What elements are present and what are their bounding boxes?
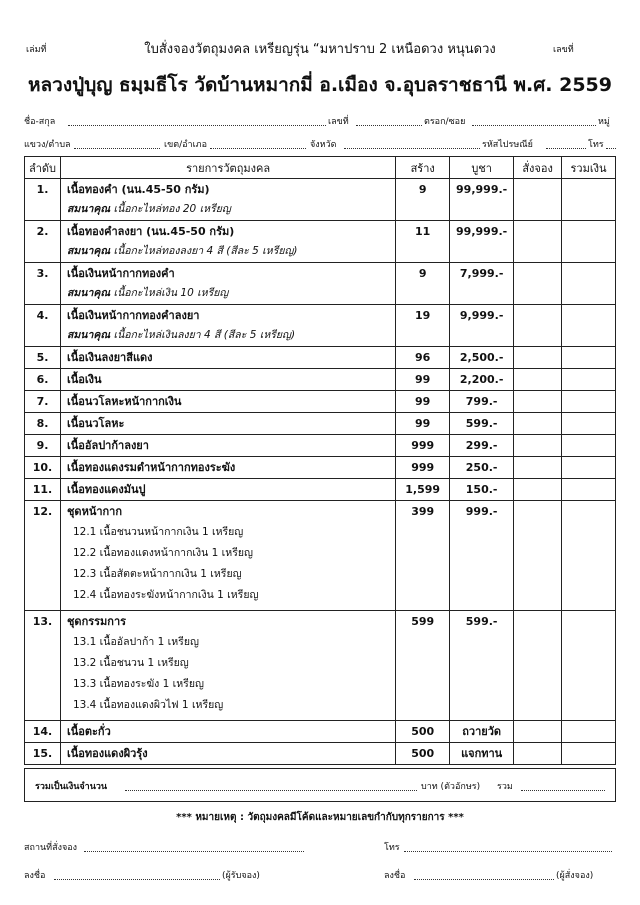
note-label: สมนาคุณ [66,203,111,215]
table-row [25,743,616,765]
form-subtitle: หลวงปู่บุญ ธมฺมธีโร วัดบ้านหมากมี่ อ.เมือง จ.อุบลราชธานี พ.ศ. 2559 [28,74,612,96]
item-note: เนื้อกะไหล่เงินลงยา 4 สี (สีละ 5 เหรียญ) [110,329,296,341]
province-field[interactable] [344,137,480,149]
item-price: 799.- [465,395,498,408]
order-table [24,156,616,765]
item-note: เนื้อกะไหล่ทองลงยา 4 สี (สีละ 5 เหรียญ) [110,245,298,257]
name-field[interactable] [68,114,326,126]
table-header-row [25,157,616,179]
baht-text-label: บาท (ตัวอักษร) [421,782,481,792]
grand-total-box [24,768,616,802]
item-number: 11. [32,483,53,496]
total-cell[interactable] [562,457,616,479]
item-quantity: 999 [411,461,435,474]
order-cell[interactable] [514,179,562,221]
total-cell[interactable] [562,743,616,765]
total-cell[interactable] [562,369,616,391]
order-cell[interactable] [514,457,562,479]
table-row [25,435,616,457]
item-name: ชุดหน้ากาก [66,505,123,518]
item-quantity: 19 [415,309,431,322]
table-row [25,263,616,305]
order-cell[interactable] [514,263,562,305]
item-name: เนื้อเงินหน้ากากทองคำลงยา [66,309,200,322]
set-member: 12.2 เนื้อทองแดงหน้ากากเงิน 1 เหรียญ [72,547,253,559]
item-price: 7,999.- [459,267,504,280]
item-quantity: 1,599 [405,483,441,496]
table-row [25,347,616,369]
item-price: ถวายวัด [462,725,502,738]
item-price: 9,999.- [459,309,504,322]
item-price: 599.- [465,615,498,628]
item-name: เนื้อเงิน [66,373,102,386]
table-row [25,179,616,221]
order-place-field[interactable] [84,840,304,852]
item-price: 150.- [465,483,498,496]
item-name: เนื้อตะกั่ว [66,725,111,738]
alley-field[interactable] [472,114,596,126]
item-quantity: 9 [418,267,427,280]
item-quantity: 99 [415,417,431,430]
order-cell[interactable] [514,743,562,765]
address-row-1 [24,114,616,128]
province-label: จังหวัด [310,140,337,150]
total-amount-field[interactable] [125,779,417,791]
total-amount-label: รวมเป็นเงินจำนวน [35,782,108,792]
phone-label: โทร [588,140,604,150]
phone-field[interactable] [606,137,616,149]
receiver-caption: (ผู้รับจอง) [222,871,260,881]
name-label: ชื่อ-สกุล [24,117,56,127]
item-quantity: 9 [418,183,427,196]
total-cell[interactable] [562,413,616,435]
postcode-label: รหัสไปรษณีย์ [482,140,533,150]
order-cell[interactable] [514,221,562,263]
item-quantity: 96 [415,351,431,364]
order-place-label: สถานที่สั่งจอง [24,843,78,853]
item-quantity: 599 [411,615,435,628]
item-number: 9. [36,439,49,452]
total-cell[interactable] [562,501,616,611]
table-row [25,479,616,501]
table-row [25,501,616,611]
district-field[interactable] [210,137,306,149]
table-row [25,611,616,721]
note-label: สมนาคุณ [66,245,111,257]
form-number-label: เลขที่ [553,45,574,55]
item-quantity: 99 [415,373,431,386]
set-member: 13.4 เนื้อทองแดงผิวไฟ 1 เหรียญ [72,699,224,711]
table-row [25,721,616,743]
item-number: 12. [32,505,53,518]
order-cell[interactable] [514,479,562,501]
col-header-price: บูชา [450,157,514,179]
item-quantity: 999 [411,439,435,452]
item-quantity: 11 [415,225,431,238]
sum-label: รวม [497,782,513,792]
order-cell[interactable] [514,391,562,413]
table-row [25,369,616,391]
item-quantity: 99 [415,395,431,408]
note-label: สมนาคุณ [66,287,111,299]
moo-label: หมู่ [598,117,610,127]
postcode-field[interactable] [546,137,586,149]
item-note: เนื้อกะไหล่ทอง 20 เหรียญ [110,203,231,215]
order-cell[interactable] [514,305,562,347]
set-member: 13.2 เนื้อชนวน 1 เหรียญ [72,657,189,669]
sum-field[interactable] [521,779,605,791]
set-member: 12.4 เนื้อทองระฆังหน้ากากเงิน 1 เหรียญ [72,589,259,601]
item-name: เนื้อนวโลหะ [66,417,125,430]
col-header-total: รวมเงิน [562,157,616,179]
col-header-order: สั่งจอง [514,157,562,179]
order-cell[interactable] [514,413,562,435]
orderer-sign-label: ลงชื่อ [384,871,406,881]
receiver-sign-label: ลงชื่อ [24,871,46,881]
item-number: 6. [36,373,49,386]
note-label: สมนาคุณ [66,329,111,341]
item-number: 5. [36,351,49,364]
col-header-made: สร้าง [396,157,450,179]
col-header-item: รายการวัตถุมงคล [60,157,395,179]
remark-text: *** หมายเหตุ : วัตถุมงคลมีโค้ดและหมายเลขกำกับทุกรายการ *** [176,812,464,823]
order-cell[interactable] [514,369,562,391]
item-number: 10. [32,461,53,474]
item-price: 2,200.- [459,373,504,386]
order-cell[interactable] [514,435,562,457]
item-price: 99,999.- [456,225,508,238]
address-row-2 [24,137,616,151]
item-price: 999.- [465,505,498,518]
item-name: เนื้อนวโลหะหน้ากากเงิน [66,395,182,408]
item-number: 13. [32,615,53,628]
item-number: 15. [32,747,53,760]
item-price: แจกทาน [461,747,503,760]
total-cell[interactable] [562,391,616,413]
table-row [25,305,616,347]
item-number: 3. [36,267,49,280]
item-number: 14. [32,725,53,738]
item-number: 4. [36,309,49,322]
order-cell[interactable] [514,611,562,721]
table-row [25,221,616,263]
item-quantity: 500 [411,747,435,760]
total-cell[interactable] [562,435,616,457]
table-row [25,457,616,479]
total-cell[interactable] [562,479,616,501]
item-name: ชุดกรรมการ [66,615,127,628]
set-member: 12.1 เนื้อชนวนหน้ากากเงิน 1 เหรียญ [72,526,244,538]
item-name: เนื้อทองคำ (นน.45-50 กรัม) [66,183,210,196]
district-label: เขต/อำเภอ [164,140,207,150]
subdistrict-label: แขวง/ตำบล [24,140,71,150]
item-name: เนื้อทองคำลงยา (นน.45-50 กรัม) [66,225,235,238]
item-name: เนื้อทองแดงมันปู [66,483,146,496]
total-cell[interactable] [562,263,616,305]
item-name: เนื้อทองแดงผิวรุ้ง [66,747,148,760]
item-quantity: 500 [411,725,435,738]
item-price: 99,999.- [456,183,508,196]
house-no-field[interactable] [356,114,422,126]
footer-phone-field[interactable] [404,840,612,852]
item-price: 299.- [465,439,498,452]
order-cell[interactable] [514,347,562,369]
set-member: 13.1 เนื้ออัลปาก้า 1 เหรียญ [72,636,199,648]
order-cell[interactable] [514,721,562,743]
item-name: เนื้อทองแดงรมดำหน้ากากทองระฆัง [66,461,236,474]
item-number: 7. [36,395,49,408]
item-note: เนื้อกะไหล่เงิน 10 เหรียญ [110,287,229,299]
book-number-label: เล่มที่ [26,45,47,55]
set-member: 12.3 เนื้อสัตตะหน้ากากเงิน 1 เหรียญ [72,568,242,580]
orderer-signature-field[interactable] [414,868,554,880]
table-row [25,391,616,413]
footer-phone-label: โทร [384,843,400,853]
col-header-no: ลำดับ [25,157,61,179]
alley-label: ตรอก/ซอย [424,117,466,127]
total-cell[interactable] [562,347,616,369]
item-quantity: 399 [411,505,435,518]
house-no-label: เลขที่ [328,117,349,127]
item-number: 1. [36,183,49,196]
form-title: ใบสั่งจองวัตถุมงคล เหรียญรุ่น “มหาปราบ 2 เหนือดวง หนุนดวง [144,42,496,57]
item-name: เนื้ออัลปาก้าลงยา [66,439,149,452]
set-member: 13.3 เนื้อทองระฆัง 1 เหรียญ [72,678,204,690]
item-price: 599.- [465,417,498,430]
receiver-signature-field[interactable] [54,868,220,880]
orderer-caption: (ผู้สั่งจอง) [556,871,594,881]
item-name: เนื้อเงินลงยาสีแดง [66,351,153,364]
total-cell[interactable] [562,305,616,347]
item-price: 250.- [465,461,498,474]
table-row [25,413,616,435]
order-cell[interactable] [514,501,562,611]
total-cell[interactable] [562,221,616,263]
item-name: เนื้อเงินหน้ากากทองคำ [66,267,175,280]
total-cell[interactable] [562,611,616,721]
item-number: 2. [36,225,49,238]
subdistrict-field[interactable] [74,137,160,149]
item-number: 8. [36,417,49,430]
item-price: 2,500.- [459,351,504,364]
total-cell[interactable] [562,721,616,743]
total-cell[interactable] [562,179,616,221]
